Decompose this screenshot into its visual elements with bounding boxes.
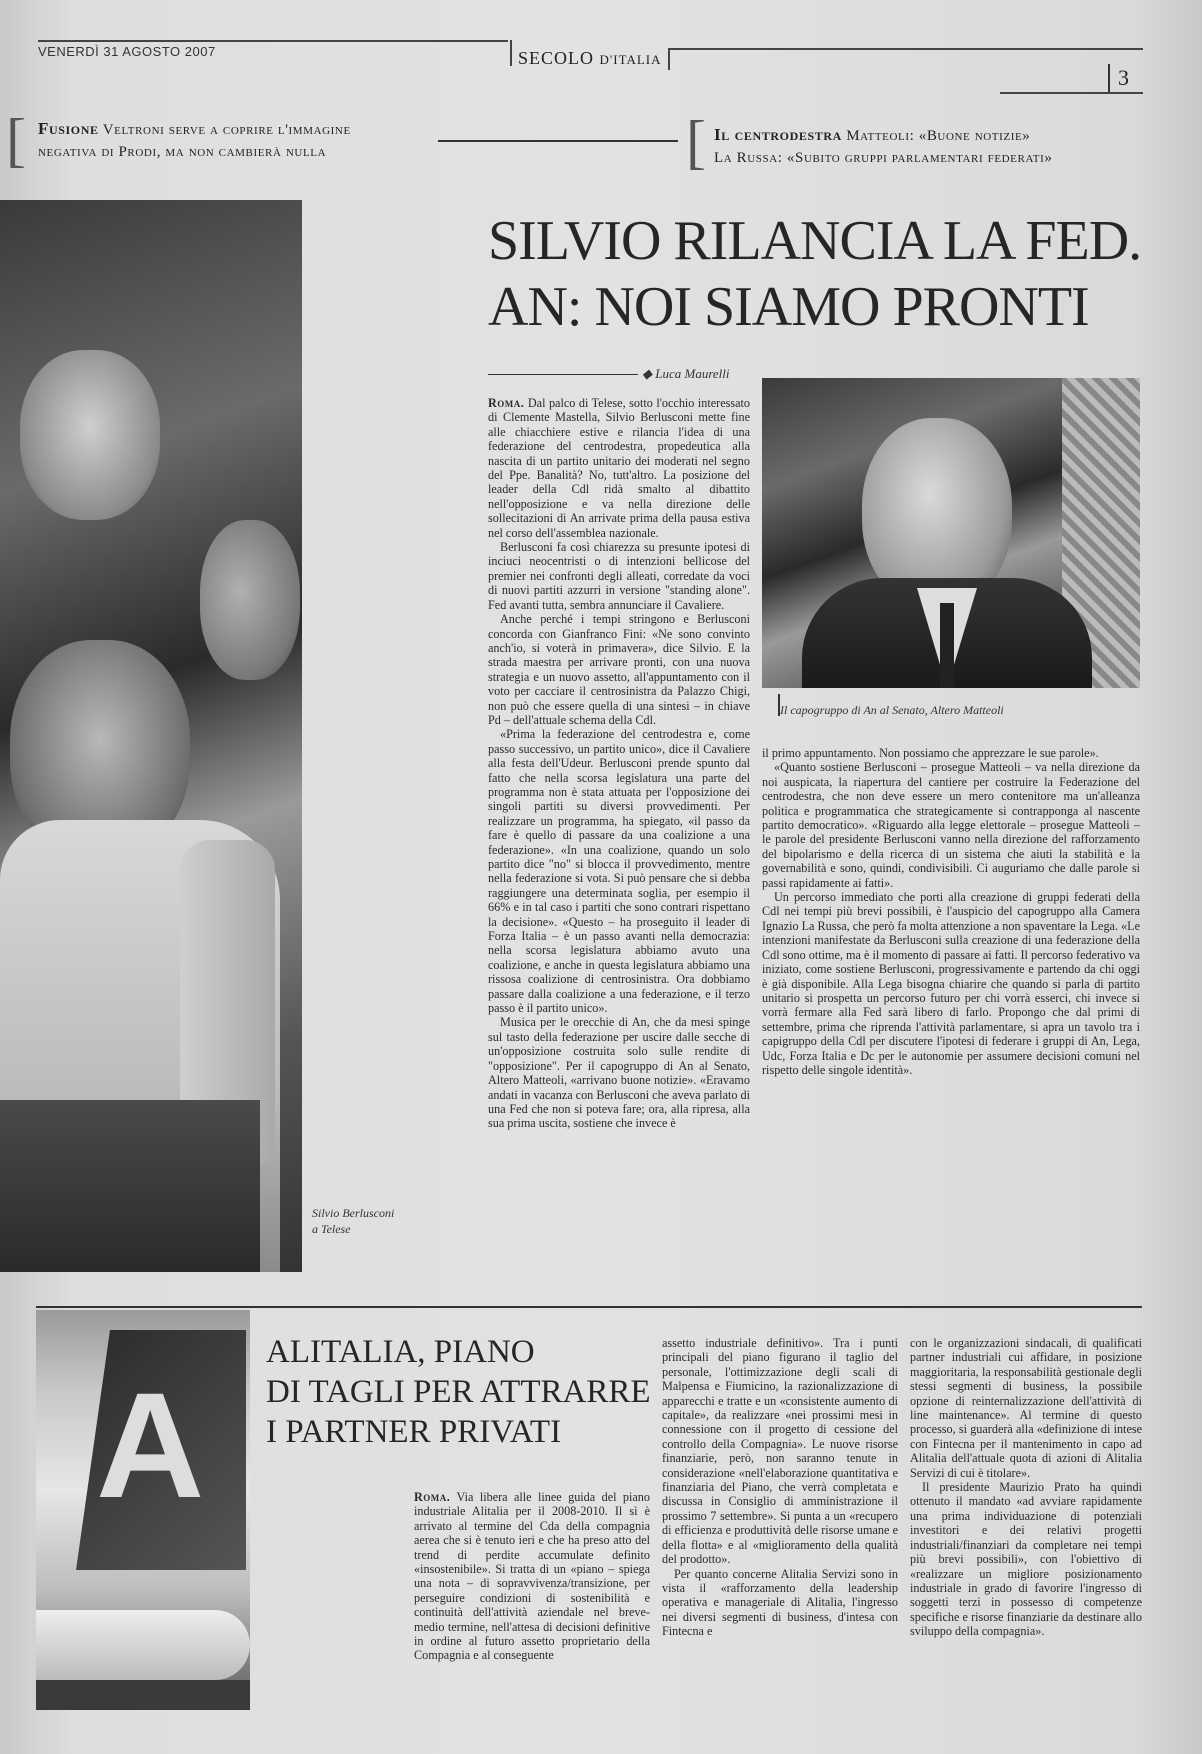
kicker-left-line2: negativa di Prodi, ma non cambierà nulla — [38, 144, 327, 160]
paragraph: Il presidente Maurizio Prato ha quindi ottenuto il mandato «ad avviare rapidamente una prima individuazione di potenziali investitori e dei relativi progetti industriali/finanziari da completare nei tempi più brevi possibili», con l'obiettivo di «realizzare un migliore posizionamento industriale in grado di favorire l'ingresso di soggetti terzi in possesso di competenze specifiche e risorse finanziarie da destinare allo sviluppo della compagnia». — [910, 1480, 1142, 1639]
masthead-rule-left — [38, 40, 508, 42]
second-article-column-3 — [910, 1336, 1142, 1728]
byline-diamond-icon: ◆ — [642, 366, 656, 381]
paragraph: Berlusconi fa così chiarezza su presunte ipotesi di inciuci neocentristi o di intenzioni bellicose del premier nei confronti degli alleati, corredate da voci di nuovi partiti azzurri in versione "standing alone". Fed avanti tutta, sembra annunciare il Cavaliere. — [488, 540, 750, 612]
main-headline — [488, 208, 1141, 340]
photo-caption-berlusconi: Silvio Berlusconi a Telese — [312, 1206, 395, 1236]
newspaper-name-suffix: D'ITALIA — [599, 52, 662, 67]
kicker-left-tag: Fusione — [38, 119, 99, 138]
byline-author: Luca Maurelli — [655, 366, 730, 381]
paragraph: Un percorso immediato che porti alla creazione di gruppi federati della Cdl nei tempi più brevi possibili, è l'auspicio del capogruppo alla Camera Ignazio La Russa, che però fa molta attenzione a non spaventare la Lega. «Le intenzioni manifestate da Berlusconi sulla creazione di una federazione della Cdl sono ottime, ma è il momento di passare ai fatti. Il percorso federativo va iniziato, come sostiene Berlusconi, progressivamente e partendo da chi oggi è già disponibile. Alla Lega bisogna chiarire che quando si parla di partito unitario si prospetta un percorso futuro per chi vorrà esserci, chi invece si vorrà fermare alla Fed sarà libero di farlo. Propongo che dal primi di settembre, prima che riprenda l'attività parlamentare, si apra un tavolo tra i capigruppo della Cdl per discutere l'ipotesi di federare i gruppi di An, Lega, Udc, Forza Italia e Dc per le autonomie per assumere decisioni comuni nel rispetto delle singole identità». — [762, 890, 1140, 1077]
paragraph: «Prima la federazione del centrodestra e, come passo successivo, un partito unico», dice il Cavaliere alla festa dell'Udeur. Berlusconi prende spunto dal fatto che nella scorsa legislatura una parte del programma non è stata attuata per l'opposizione dei singoli partiti su diversi provvedimenti. Per realizzare un programma, ha spiegato, «il passo da fare è quello di passare da una coalizione a una federazione». «In una coalizione, quando un solo partito dice "no" si blocca il provvedimento, mentre nella federazione si vota. Si può pensare che si debba raggiungere una determinata soglia, per esempio il 66% e in tal caso i partiti che sono contrari rispettano la decisione». «Questo – ha proseguito il leader di Forza Italia – è un passo avanti nella democrazia: nella scorsa legislatura abbiamo avuto una coalizione, e anche in questa legislatura abbiamo una rissosa coalizione di centrosinistra. Ora dobbiamo passare dalla coalizione a una federazione, e il terzo passo è il partito unico». — [488, 727, 750, 1016]
photo-alitalia-logo-mark: A — [96, 1361, 205, 1529]
photo-figure-head — [200, 520, 300, 680]
newspaper-name — [518, 48, 662, 69]
main-article-column-1 — [488, 396, 750, 1276]
second-article-column-1 — [414, 1490, 650, 1728]
photo-plane-fuselage — [36, 1610, 250, 1680]
photo-caption-matteoli: Il capogruppo di An al Senato, Altero Matteoli — [780, 703, 1004, 717]
photo-ground — [36, 1680, 250, 1710]
main-article-column-2 — [762, 746, 1140, 1276]
paragraph — [488, 396, 750, 540]
newspaper-name-main: SECOLO — [518, 48, 595, 68]
photo-matteoli — [762, 378, 1140, 688]
paragraph: assetto industriale definitivo». Tra i punti principali del piano figurano il taglio del personale, l'ottimizzazione degli scali di Malpensa e Fiumicino, la razionalizzazione di apparecchi e tratte e un «consistente aumento di capitale», da realizzare «nei prossimi mesi in connessione con il progetto di cessione del controllo della Compagnia». Le nuove risorse finanziarie, però, non saranno tenute in considerazione «nell'elaborazione quantitativa e finanziaria del Piano, che verrà completata e discussa in Consiglio di amministrazione il prossimo 7 settembre». Si punta a un «recupero di efficienza e produttività delle risorse umane e della flotta» e al «miglioramento della qualità del prodotto». — [662, 1336, 898, 1567]
byline-rule — [488, 374, 638, 375]
second-headline — [266, 1332, 651, 1452]
masthead-rule-right — [668, 48, 1143, 50]
masthead-rule-divider — [510, 40, 512, 66]
page-number: 3 — [1108, 64, 1129, 92]
paragraph: il primo appuntamento. Non possiamo che apprezzare le sue parole». — [762, 746, 1099, 760]
photo-figure-head — [20, 350, 160, 520]
second-headline-line3: I PARTNER PRIVATI — [266, 1414, 562, 1450]
kicker-right-tag: Il centrodestra — [714, 125, 842, 144]
paragraph: Anche perché i tempi stringono e Berlusconi concorda con Gianfranco Fini: «Ne sono convinto anch'io, si voterà in primavera», dice Silvio. E la strada maestra per arrivare pronti, con una nuova strategia e un nuovo assetto, all'appuntamento con il voto per cacciare il centrosinistra da Palazzo Chigi, non può che essere quella di una sintesi – in chiave Pd – dell'attuale schema della Cdl. — [488, 612, 750, 727]
paragraph-text: Dal palco di Telese, sotto l'occhio interessato di Clemente Mastella, Silvio Berlusconi mette fine alle chiacchiere estive e rilancia l'idea di una federazione del centrodestra, propedeutica alla nascita di un partito unitario dei moderati nel segno del Ppe. Banalità? No, tutt'altro. La posizione del leader della Cdl ridà smalto al dibattito nell'opposizione e va nella direzione delle sollecitazioni di An arrivate prima della pausa estiva nel corso dell'assemblea nazionale. — [488, 396, 750, 540]
photo-figure-tie — [940, 603, 954, 688]
photo-alitalia-planes — [36, 1310, 250, 1710]
masthead-rule-right-divider — [668, 48, 670, 70]
paragraph-text: Via libera alle linee guida del piano industriale Alitalia per il 2008-2010. Il sì è arrivato al termine del Cda della compagnia aerea che si è tenuto ieri e che ha preso atto del trend di perdite accumulate definito «insostenibile». Si tratta di un «piano – spiega una nota – di sopravvivenza/transizione, per perseguire condizioni di sostenibilità e continuità dell'attività aziendale nel breve-medio termine, nell'attesa di decisioni definitive in ordine al futuro assetto proprietario della Compagnia e al conseguente — [414, 1490, 650, 1663]
byline — [642, 366, 730, 382]
paragraph: Per quanto concerne Alitalia Servizi sono in vista il «rafforzamento della leadership operativa e manageriale di Alitalia, l'ingresso nei diversi segmenti di business, d'intesa con Fintecna e — [662, 1566, 898, 1639]
paragraph — [414, 1490, 650, 1663]
article-separator — [36, 1306, 1142, 1308]
paragraph: Musica per le orecchie di An, che da mesi spinge sul tasto della federazione per uscire dalle secche di un'opposizione costruita solo sulle rendite di "opposizione". Per il capogruppo di An al Senato, Altero Matteoli, «arrivano buone notizie». «Eravamo andati in vacanza con Berlusconi che aveva parlato di una Fed che non si poteva fare; ora, alla ripresa, alla sua prima uscita, sostiene che invece è — [488, 1015, 750, 1131]
dateline: Roma. — [488, 396, 525, 410]
kicker-left-line1: Veltroni serve a coprire l'immagine — [102, 122, 351, 138]
kicker-right-line1: Matteoli: «Buone notizie» — [846, 128, 1031, 144]
kicker-right-bracket: [ — [686, 109, 706, 175]
page-number-rule — [1000, 92, 1143, 94]
paragraph: con le organizzazioni sindacali, di qualificati partner industriali cui affidare, in posizione maggioritaria, la responsabilità gestionale degli stessi segmenti di business, la possibile opzione di reinternalizzazione dell'attività di line maintenance». Al termine di questo processo, si guarderà alla «definizione di intese con Fintecna per il mantenimento in capo ad Alitalia dell'attuale quota di azioni di Alitalia Servizi di cui è titolare». — [910, 1336, 1142, 1480]
kicker-left — [38, 118, 433, 163]
kicker-right-line2: La Russa: «Subito gruppi parlamentari federati» — [714, 150, 1053, 166]
kicker-separator — [438, 140, 678, 142]
issue-date: VENERDÌ 31 AGOSTO 2007 — [38, 44, 216, 59]
paragraph: «Quanto sostiene Berlusconi – prosegue Matteoli – va nella direzione da noi auspicata, la riapertura del cantiere per costruire la Federazione del centrodestra, che non deve essere un mero contenitore ma un'alleanza politica e programmatica che strategicamente si contrapponga al nascente partito democratico». «Riguardo alla legge elettorale – prosegue Matteoli – le parole del presidente Berlusconi vanno nella direzione del rafforzamento del bipolarismo e della ricerca di un sistema che aiuti la stabilità e la governabilità e sono, quindi, condivisibili. Ci auguriamo che dalle parole si passi rapidamente ai fatti». — [762, 760, 1140, 890]
photo-berlusconi — [0, 200, 302, 1272]
second-headline-line2: DI TAGLI PER ATTRARRE — [266, 1374, 651, 1410]
kicker-left-bracket: [ — [6, 107, 26, 173]
main-headline-line2: AN: NOI SIAMO PRONTI — [488, 276, 1089, 338]
photo-figure-pants — [0, 1100, 260, 1272]
dateline: Roma. — [414, 1490, 451, 1504]
second-article-column-2 — [662, 1336, 898, 1728]
kicker-right — [714, 124, 1144, 169]
second-headline-line1: ALITALIA, PIANO — [266, 1334, 535, 1370]
main-headline-line1: SILVIO RILANCIA LA FED. — [488, 210, 1142, 272]
